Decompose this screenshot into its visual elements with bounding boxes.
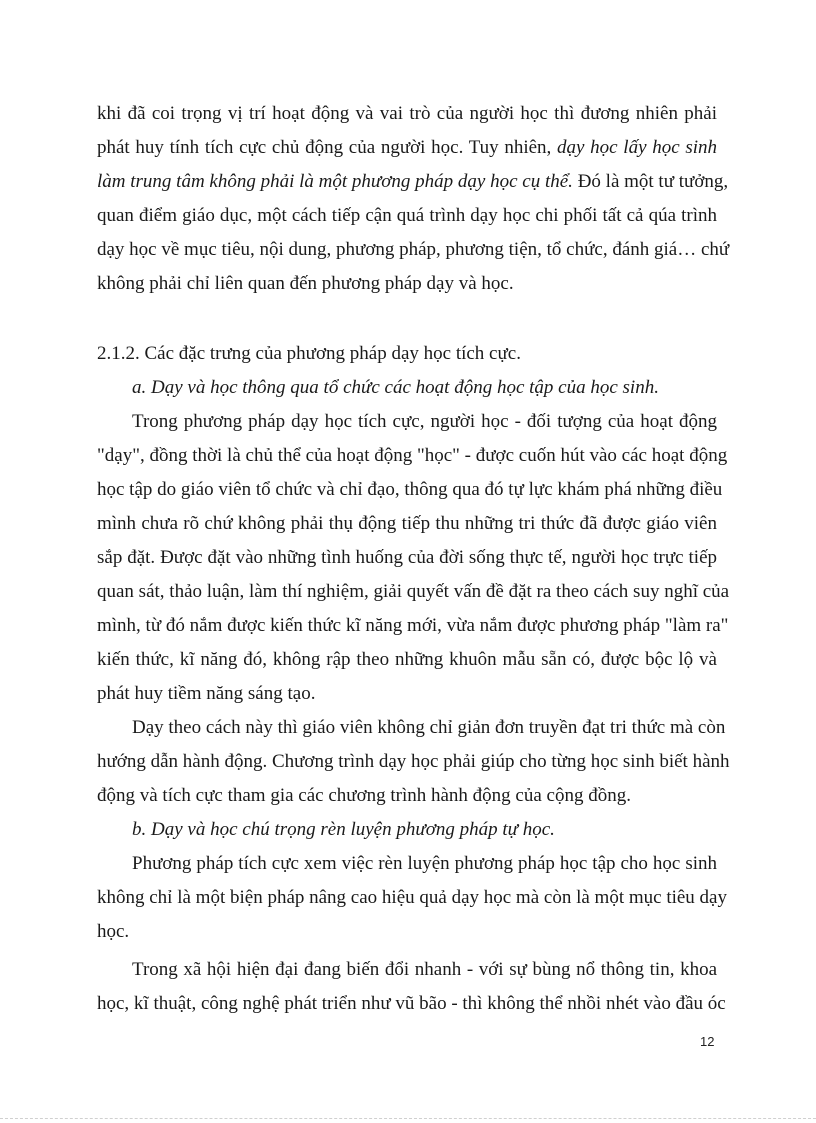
paragraph-4-line-3: học. bbox=[97, 921, 130, 942]
paragraph-4-line-2: không chỉ là một biện pháp nâng cao hiệu quả dạy học mà còn là một mục tiêu dạy bbox=[97, 887, 727, 908]
paragraph-2-line-6: quan sát, thảo luận, làm thí nghiệm, giải quyết vấn đề đặt ra theo cách suy nghĩ của bbox=[97, 581, 730, 602]
paragraph-1-line-6: không phải chỉ liên quan đến phương pháp dạy và học. bbox=[97, 273, 514, 294]
paragraph-3-line-2: hướng dẫn hành động. Chương trình dạy học phải giúp cho từng học sinh biết hành bbox=[97, 751, 730, 772]
paragraph-2-line-1: Trong phương pháp dạy học tích cực, người học - đối tượng của hoạt động bbox=[132, 411, 717, 432]
subheading-a bbox=[132, 375, 659, 401]
paragraph-2-line-7: mình, từ đó nắm được kiến thức kĩ năng mới, vừa nắm được phương pháp "làm ra" bbox=[97, 615, 729, 636]
section-heading: 2.1.2. Các đặc trưng của phương pháp dạy học tích cực. bbox=[97, 343, 521, 364]
paragraph-5-line-2: học, kĩ thuật, công nghệ phát triển như vũ bão - thì không thể nhồi nhét vào đầu óc bbox=[97, 993, 726, 1014]
italic-run: b. Dạy và học chú trọng rèn luyện phương pháp tự học. bbox=[132, 819, 555, 840]
paragraph-1-line-1: khi đã coi trọng vị trí hoạt động và vai trò của người học thì đương nhiên phải bbox=[97, 103, 717, 124]
italic-run: a. Dạy và học thông qua tổ chức các hoạt động học tập của học sinh. bbox=[132, 377, 659, 398]
paragraph-2-line-8: kiến thức, kĩ năng đó, không rập theo những khuôn mẫu sẵn có, được bộc lộ và bbox=[97, 649, 717, 670]
paragraph-2-line-2: "dạy", đồng thời là chủ thể của hoạt động "học" - được cuốn hút vào các hoạt động bbox=[97, 445, 728, 466]
paragraph-5-line-1: Trong xã hội hiện đại đang biến đổi nhanh - với sự bùng nổ thông tin, khoa bbox=[132, 959, 717, 980]
paragraph-3-line-3: động và tích cực tham gia các chương trình hành động của cộng đồng. bbox=[97, 785, 631, 806]
paragraph-2-line-5: sắp đặt. Được đặt vào những tình huống của đời sống thực tế, người học trực tiếp bbox=[97, 547, 717, 568]
paragraph-2-line-9: phát huy tiềm năng sáng tạo. bbox=[97, 683, 316, 704]
italic-run: dạy học lấy học sinh bbox=[557, 137, 718, 158]
paragraph-1-line-5: dạy học về mục tiêu, nội dung, phương pháp, phương tiện, tổ chức, đánh giá… chứ bbox=[97, 239, 730, 260]
paragraph-3-line-1: Dạy theo cách này thì giáo viên không chỉ giản đơn truyền đạt tri thức mà còn bbox=[132, 717, 726, 738]
paragraph-1-line-4: quan điểm giáo dục, một cách tiếp cận quá trình dạy học chi phối tất cả qúa trình bbox=[97, 205, 717, 226]
page-number: 12 bbox=[700, 1034, 715, 1049]
text-run: phát huy tính tích cực chủ động của người học. Tuy nhiên, bbox=[97, 137, 552, 158]
page-bottom-divider bbox=[0, 1118, 816, 1119]
italic-run: làm trung tâm không phải là một phương pháp dạy học cụ thể. bbox=[97, 171, 573, 192]
subheading-b bbox=[132, 817, 555, 843]
paragraph-2-line-3: học tập do giáo viên tổ chức và chỉ đạo, thông qua đó tự lực khám phá những điều bbox=[97, 479, 723, 500]
paragraph-1-line-3 bbox=[97, 169, 729, 195]
paragraph-2-line-4: mình chưa rõ chứ không phải thụ động tiếp thu những tri thức đã được giáo viên bbox=[97, 513, 717, 534]
paragraph-4-line-1: Phương pháp tích cực xem việc rèn luyện phương pháp học tập cho học sinh bbox=[132, 853, 717, 874]
text-run: Đó là một tư tưởng, bbox=[577, 171, 729, 192]
paragraph-1-line-2 bbox=[97, 135, 717, 161]
